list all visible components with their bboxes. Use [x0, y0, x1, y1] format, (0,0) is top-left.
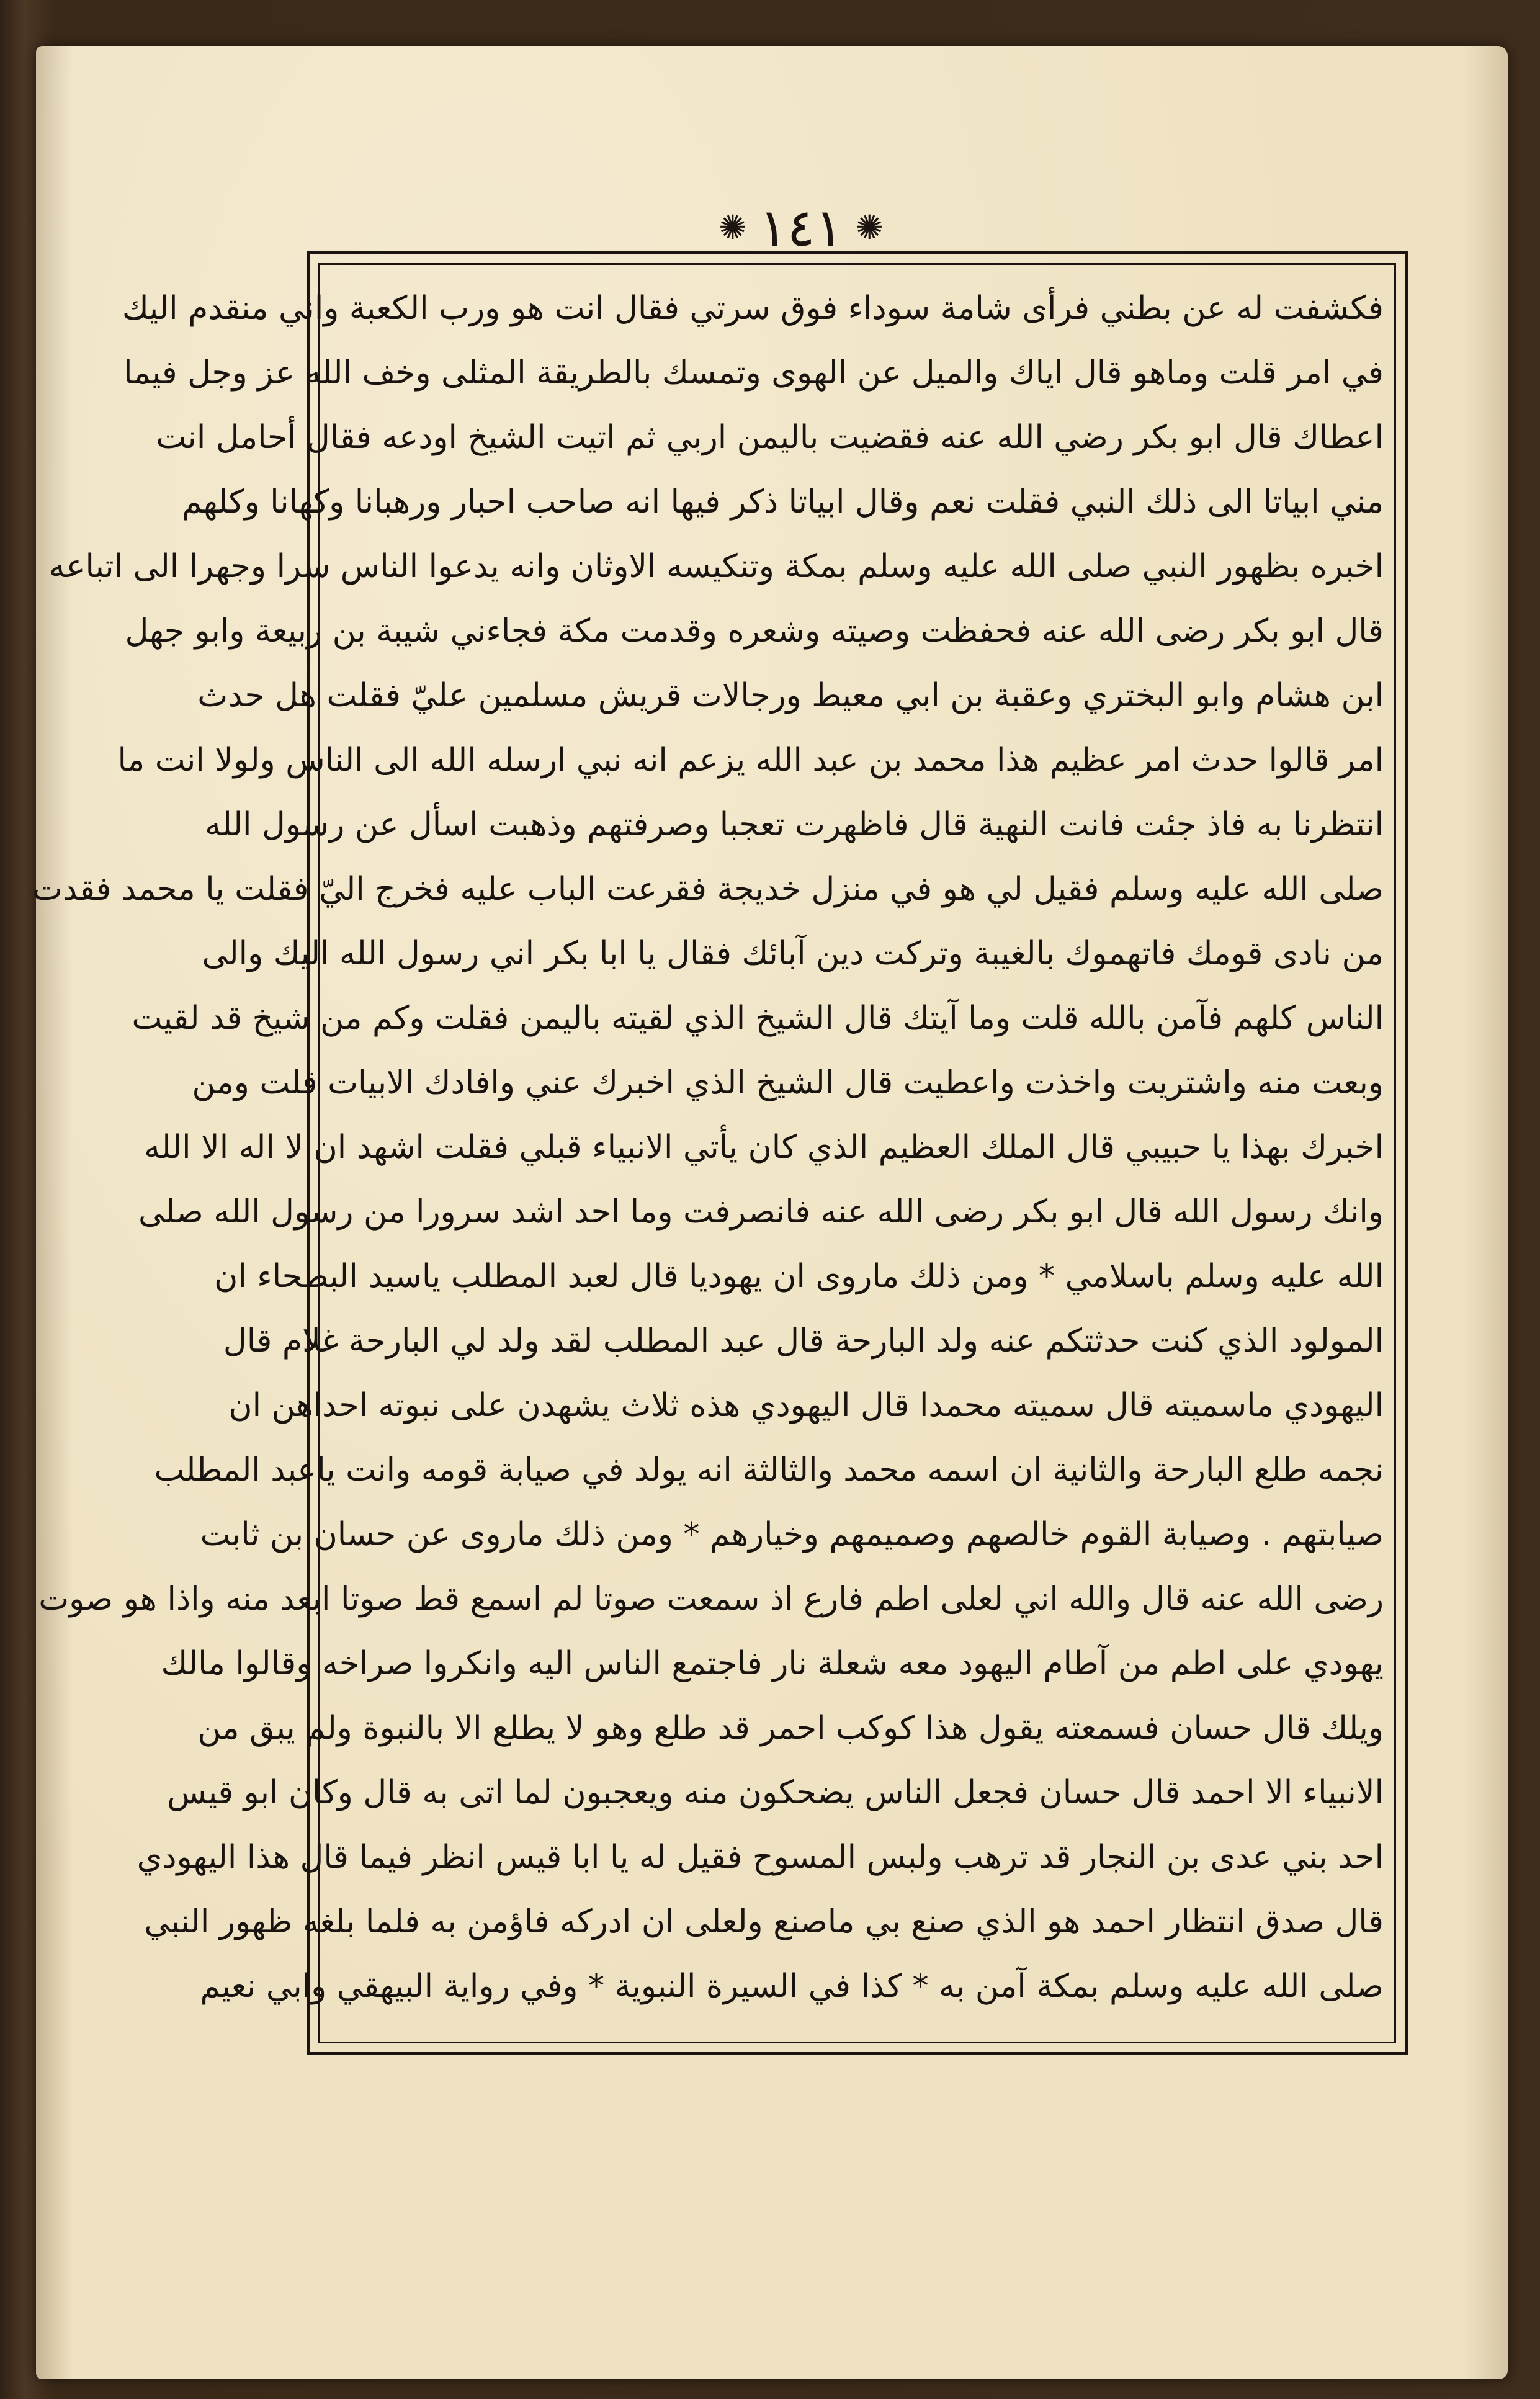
text-line: مني ابياتا الى ذلك النبي فقلت نعم وقال ابياتا ذكر فيها انه صاحب احبار ورهبانا وكهانا وكلهم [182, 483, 1384, 521]
page-number: ١٤١ [759, 197, 843, 258]
ornament-right-icon: ✺ [855, 208, 884, 247]
text-line: صلى الله عليه وسلم فقيل لي هو في منزل خديجة فقرعت الباب عليه فخرج اليّ فقلت يا محمد فقدت [32, 871, 1384, 908]
text-line: ابن هشام وابو البختري وعقبة بن ابي معيط ورجالات قريش مسلمين عليّ فقلت هل حدث [197, 677, 1384, 714]
text-line: نجمه طلع البارحة والثانية ان اسمه محمد والثالثة انه يولد في صيابة قومه وانت ياعبد المطلب [154, 1451, 1384, 1489]
text-line: اخبره بظهور النبي صلى الله عليه وسلم بمكة وتنكيسه الاوثان وانه يدعوا الناس سرا وجهرا الى اتباعه [48, 548, 1384, 585]
text-line: قال صدق انتظار احمد هو الذي صنع بي ماصنع ولعلى ان ادركه فاؤمن به فلما بلغه ظهور النبي [144, 1903, 1384, 1940]
text-line: الله عليه وسلم باسلامي * ومن ذلك ماروى ان يهوديا قال لعبد المطلب ياسيد البطحاء ان [214, 1258, 1384, 1295]
text-line: احد بني عدى بن النجار قد ترهب ولبس المسوح فقيل له يا ابا قيس انظر فيما قال هذا اليهودي [137, 1839, 1384, 1876]
text-line: صلى الله عليه وسلم بمكة آمن به * كذا في السيرة النبوية * وفي رواية البيهقي وابي نعيم [200, 1968, 1384, 2005]
text-line: من نادى قومك فاتهموك بالغيبة وتركت دين آبائك فقال يا ابا بكر اني رسول الله اليك والى [202, 935, 1384, 972]
text-line: اعطاك قال ابو بكر رضي الله عنه فقضيت باليمن اربي ثم اتيت الشيخ اودعه فقال أحامل انت [156, 419, 1384, 456]
text-line: وانك رسول الله قال ابو بكر رضى الله عنه فانصرفت وما احد اشد سرورا من رسول الله صلى [138, 1193, 1384, 1231]
text-line: الانبياء الا احمد قال حسان فجعل الناس يضحكون منه ويعجبون لما اتى به قال وكان ابو قيس [167, 1774, 1384, 1811]
text-line: وبعت منه واشتريت واخذت واعطيت قال الشيخ الذي اخبرك عني وافادك الابيات قلت ومن [192, 1064, 1384, 1101]
page-header [719, 197, 884, 258]
text-line: امر قالوا حدث امر عظيم هذا محمد بن عبد الله يزعم انه نبي ارسله الله الى الناس ولولا انت ما [117, 742, 1384, 779]
text-line: فكشفت له عن بطني فرأى شامة سوداء فوق سرتي فقال انت هو ورب الكعبة واني منقدم اليك [122, 290, 1384, 327]
text-line: المولود الذي كنت حدثتكم عنه ولد البارحة قال عبد المطلب لقد ولد لي البارحة غلام قال [223, 1322, 1384, 1360]
text-line: صيابتهم . وصيابة القوم خالصهم وصميمهم وخيارهم * ومن ذلك ماروى عن حسان بن ثابت [200, 1516, 1384, 1553]
text-line: في امر قلت وماهو قال اياك والميل عن الهوى وتمسك بالطريقة المثلى وخف الله عز وجل فيما [123, 354, 1384, 392]
text-line: اليهودي ماسميته قال سميته محمدا قال اليهودي هذه ثلاث يشهدن على نبوته احداهن ان [228, 1387, 1384, 1424]
ornament-left-icon: ✺ [719, 208, 747, 247]
text-line: الناس كلهم فآمن بالله قلت وما آيتك قال الشيخ الذي لقيته باليمن فقلت وكم من شيخ قد لقيت [132, 1000, 1384, 1037]
body-text [32, 280, 1384, 2037]
text-line: رضى الله عنه قال والله اني لعلى اطم فارع اذ سمعت صوتا لم اسمع قط صوتا ابعد منه واذا هو صوت [38, 1581, 1384, 1618]
text-line: ويلك قال حسان فسمعته يقول هذا كوكب احمر قد طلع وهو لا يطلع الا بالنبوة ولم يبق من [197, 1710, 1384, 1747]
text-line: قال ابو بكر رضى الله عنه فحفظت وصيته وشعره وقدمت مكة فجاءني شيبة بن ربيعة وابو جهل [125, 612, 1384, 650]
text-line: يهودي على اطم من آطام اليهود معه شعلة نار فاجتمع الناس اليه وانكروا صراخه وقالوا مالك [161, 1645, 1384, 1682]
text-line: انتظرنا به فاذ جئت فانت النهية قال فاظهرت تعجبا وصرفتهم وذهبت اسأل عن رسول الله [205, 806, 1384, 843]
text-line: اخبرك بهذا يا حبيبي قال الملك العظيم الذي كان يأتي الانبياء قبلي فقلت اشهد ان لا اله الا الله [144, 1129, 1384, 1166]
